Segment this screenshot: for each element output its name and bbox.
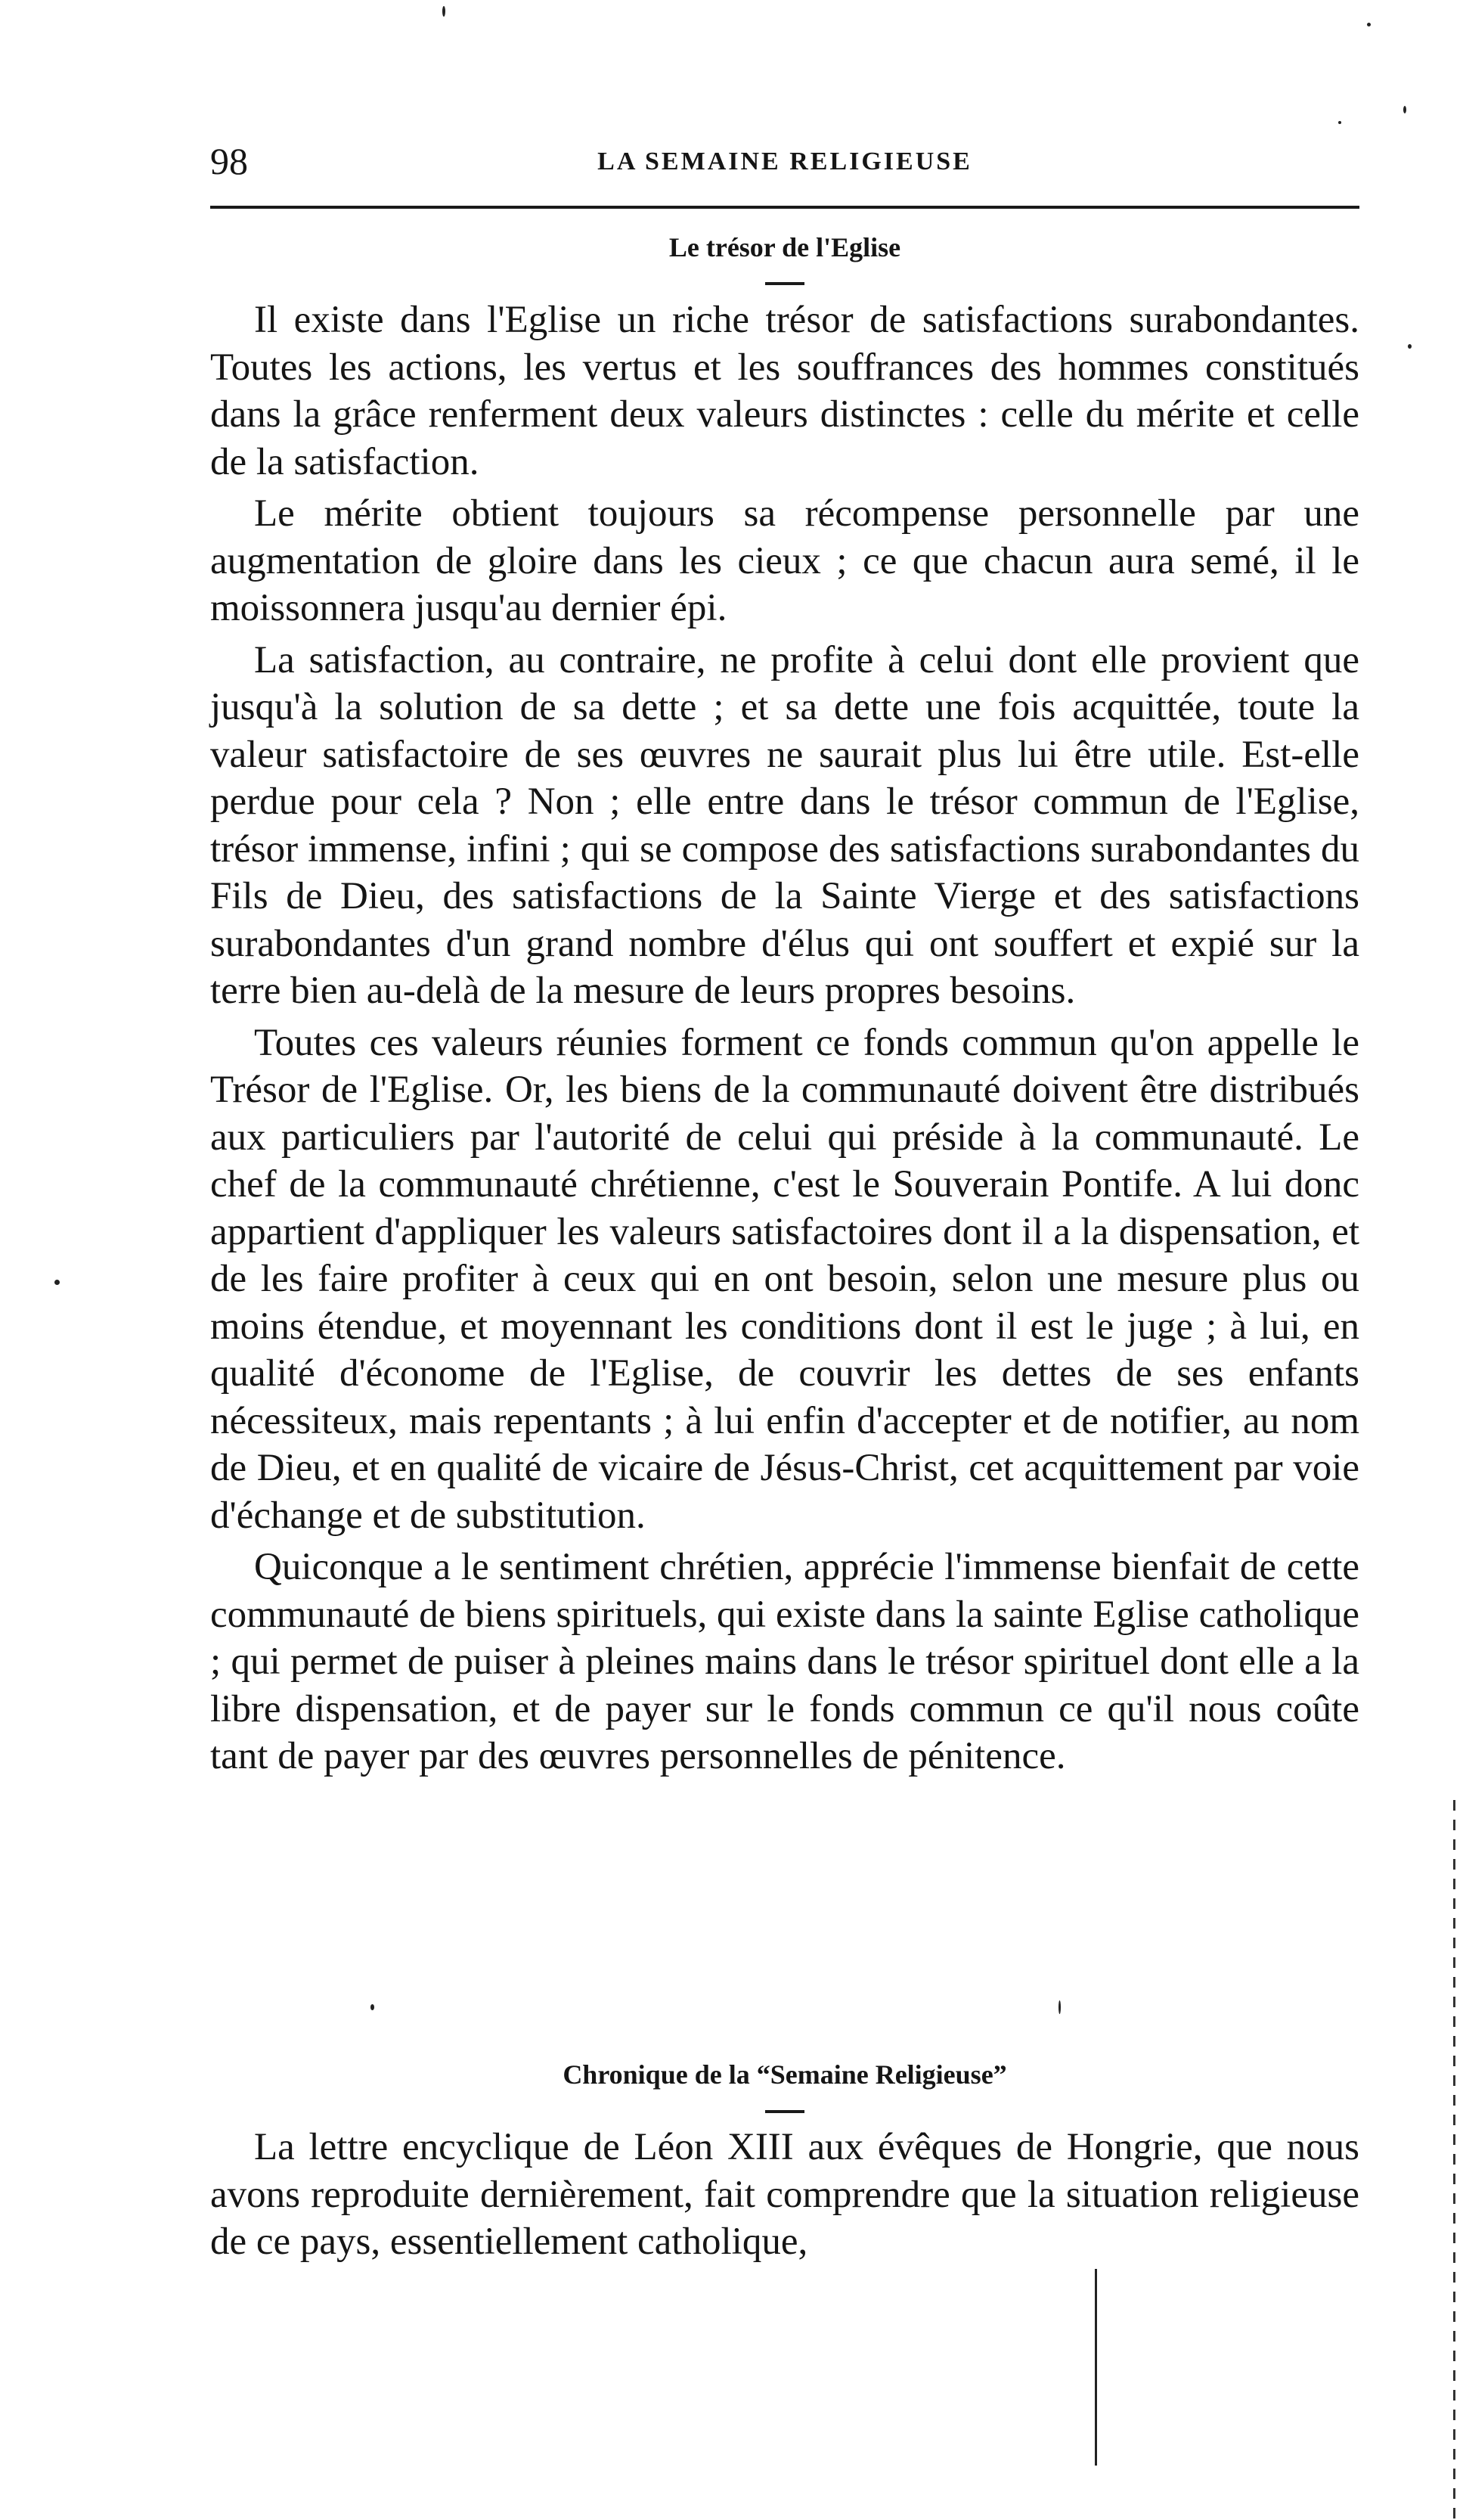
scan-speck [1403,106,1406,113]
scan-speck [1059,2000,1061,2014]
scan-speck [1367,23,1371,26]
section-body [210,296,1359,1785]
running-title: LA SEMAINE RELIGIEUSE [597,147,972,175]
paragraph: Le mérite obtient toujours sa récompense personnelle par une augmentation de gloire dans les cieux ; ce que chacun aura semé, il le moissonnera jusqu'au dernier épi. [210,492,1359,629]
scan-mark [1095,2269,1097,2466]
scan-speck [54,1280,60,1285]
scan-speck [370,2004,374,2010]
scan-speck [1338,121,1341,124]
scan-speck [442,6,445,17]
title-dash [765,2110,804,2113]
section-title: Le trésor de l'Eglise [668,232,901,262]
paragraph: Quiconque a le sentiment chrétien, apprécie l'immense bienfait de cette communauté de biens spirituels, qui existe dans la sainte Eglise catholique ; qui permet de puiser à pleines mains dans le trésor spirituel dont elle a la libre dispensation, et de payer sur le fonds commun ce qu'il nous coûte tant de payer par des œuvres personnelles de pénitence. [210,1546,1359,1777]
header-rule [210,206,1359,209]
page-number: 98 [210,140,248,182]
scan-speck [1408,344,1412,349]
paragraph: La lettre encyclique de Léon XIII aux évêques de Hongrie, que nous avons reproduite dernièrement, fait comprendre que la situation religieuse de ce pays, essentiellement catholique, [210,2126,1359,2263]
paragraph: La satisfaction, au contraire, ne profite à celui dont elle provient que jusqu'à la solution de sa dette ; et sa dette une fois acquittée, toute la valeur satisfactoire de ses œuvres ne saurait plus lui être utile. Est-elle perdue pour cela ? Non ; elle entre dans le trésor commun de l'Eglise, trésor immense, infini ; qui se compose des satisfactions surabondantes du Fils de Dieu, des satisfactions de la Sainte Vierge et des satisfactions surabondantes d'un grand nombre d'élus qui ont souffert et expié sur la terre bien au-delà de la mesure de leurs propres besoins. [210,638,1359,1012]
section-body [210,2124,1359,2270]
scan-gutter [1453,1800,1455,2518]
title-dash [765,282,804,285]
section-title: Chronique de la “Semaine Religieuse” [563,2059,1007,2090]
paragraph: Il existe dans l'Eglise un riche trésor de satisfactions surabondantes. Toutes les actions, les vertus et les souffrances des hommes constitués dans la grâce renferment deux valeurs distinctes : celle du mérite et celle de la satisfaction. [210,299,1359,483]
paragraph: Toutes ces valeurs réunies forment ce fonds commun qu'on appelle le Trésor de l'Eglise. Or, les biens de la communauté doivent être distribués aux particuliers par l'autorité de celui qui préside à la communauté. Le chef de la communauté chrétienne, c'est le Souverain Pontife. A lui donc appartient d'appliquer les valeurs satisfactoires dont il a la dispensation, et de les faire profiter à ceux qui en ont besoin, selon une mesure plus ou moins étendue, et moyennant les conditions dont il est le juge ; à lui, en qualité d'économe de l'Eglise, de couvrir les dettes de ses enfants nécessiteux, mais repentants ; à lui enfin d'accepter et de notifier, au nom de Dieu, et en qualité de vicaire de Jésus-Christ, cet acquittement par voie d'échange et de substitution. [210,1021,1359,1537]
page-header [210,135,1359,188]
